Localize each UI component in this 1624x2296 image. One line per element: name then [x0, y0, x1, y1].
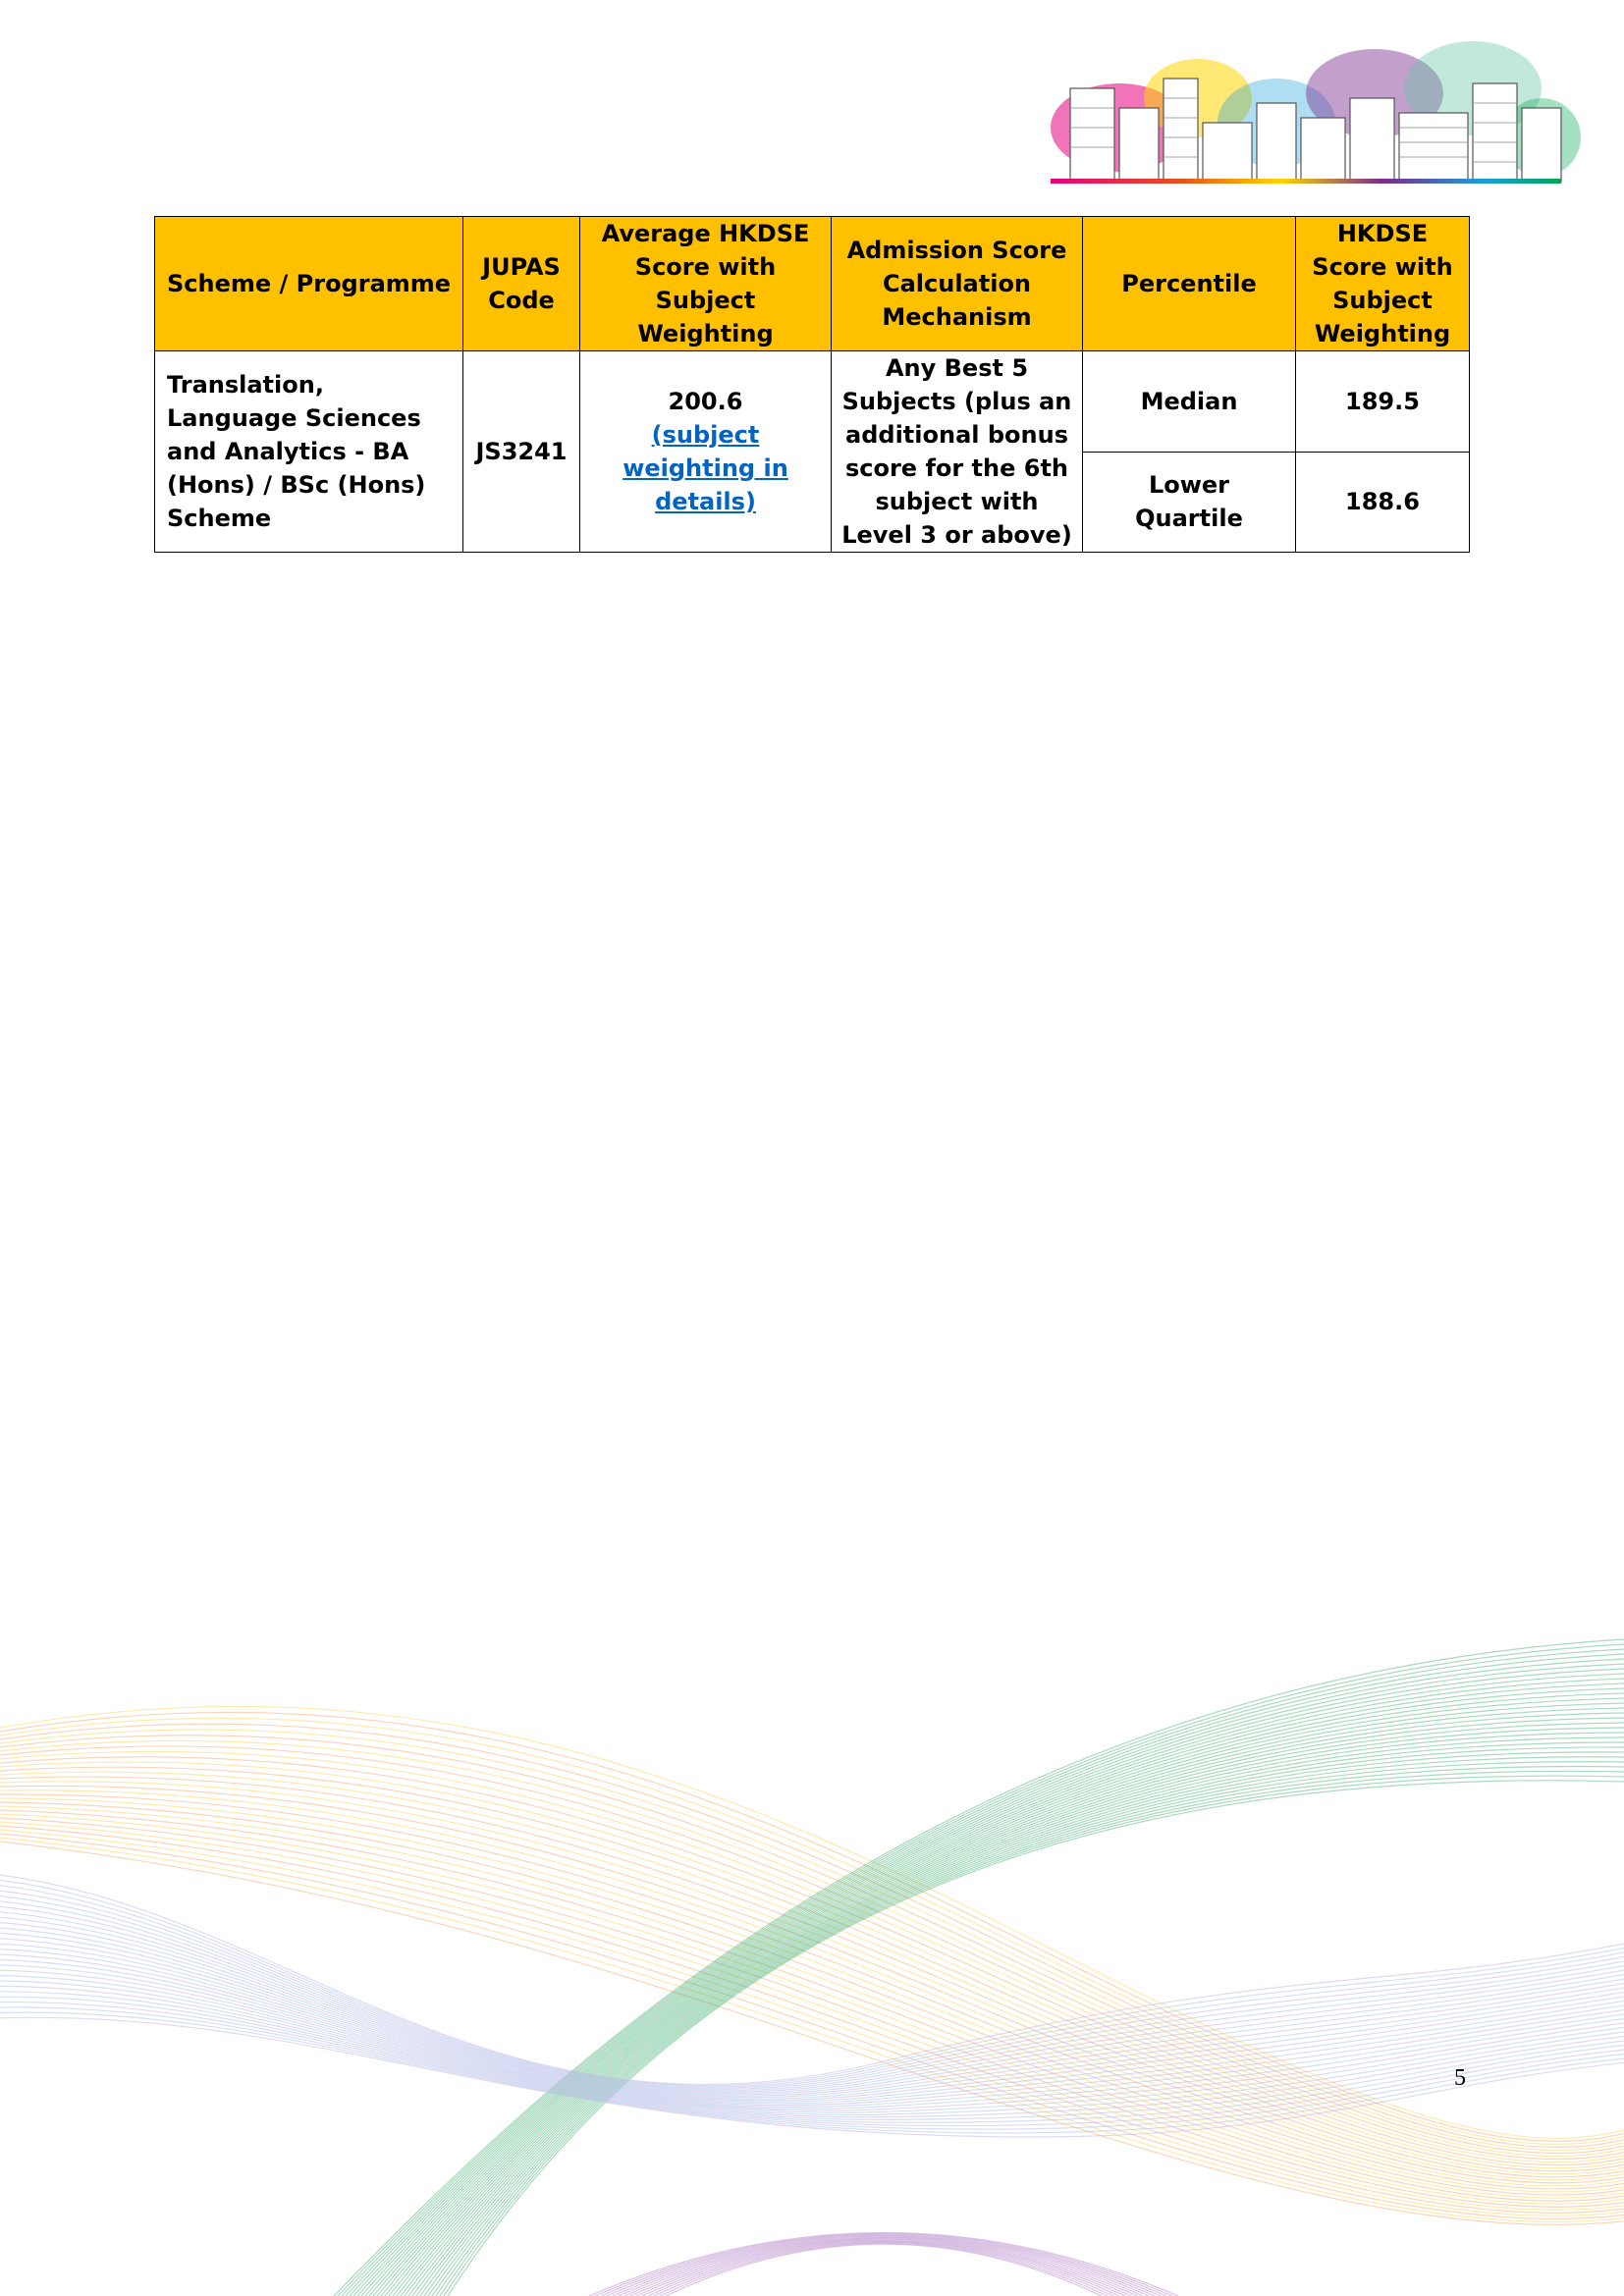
header-percentile: Percentile: [1083, 217, 1296, 351]
average-score-cell: [580, 351, 832, 553]
subject-weighting-link[interactable]: (subject weighting in details): [623, 421, 788, 515]
percentile-median-cell: Median: [1083, 351, 1296, 453]
programme-name-cell: Translation, Language Sciences and Analytics - BA (Hons) / BSc (Hons) Scheme: [155, 351, 463, 553]
score-median-cell: 189.5: [1296, 351, 1470, 453]
header-calculation-mechanism: Admission Score Calculation Mechanism: [832, 217, 1083, 351]
mechanism-cell: Any Best 5 Subjects (plus an additional bonus score for the 6th subject with Level 3 or above): [832, 351, 1083, 553]
header-average-score: Average HKDSE Score with Subject Weighting: [580, 217, 832, 351]
jupas-code-cell: JS3241: [463, 351, 580, 553]
percentile-lower-quartile-cell: Lower Quartile: [1083, 452, 1296, 553]
city-skyline-illustration: [1031, 29, 1581, 206]
table-header-row: [155, 217, 1470, 351]
table-row: [155, 351, 1470, 453]
header-hkdse-score: HKDSE Score with Subject Weighting: [1296, 217, 1470, 351]
score-lower-quartile-cell: 188.6: [1296, 452, 1470, 553]
admission-score-table: [154, 216, 1470, 553]
header-scheme-programme: Scheme / Programme: [155, 217, 463, 351]
average-score-value: 200.6: [668, 388, 743, 415]
decorative-wave-lines: [0, 1620, 1624, 2296]
page-number: 5: [1454, 2065, 1466, 2091]
header-jupas-code: JUPAS Code: [463, 217, 580, 351]
